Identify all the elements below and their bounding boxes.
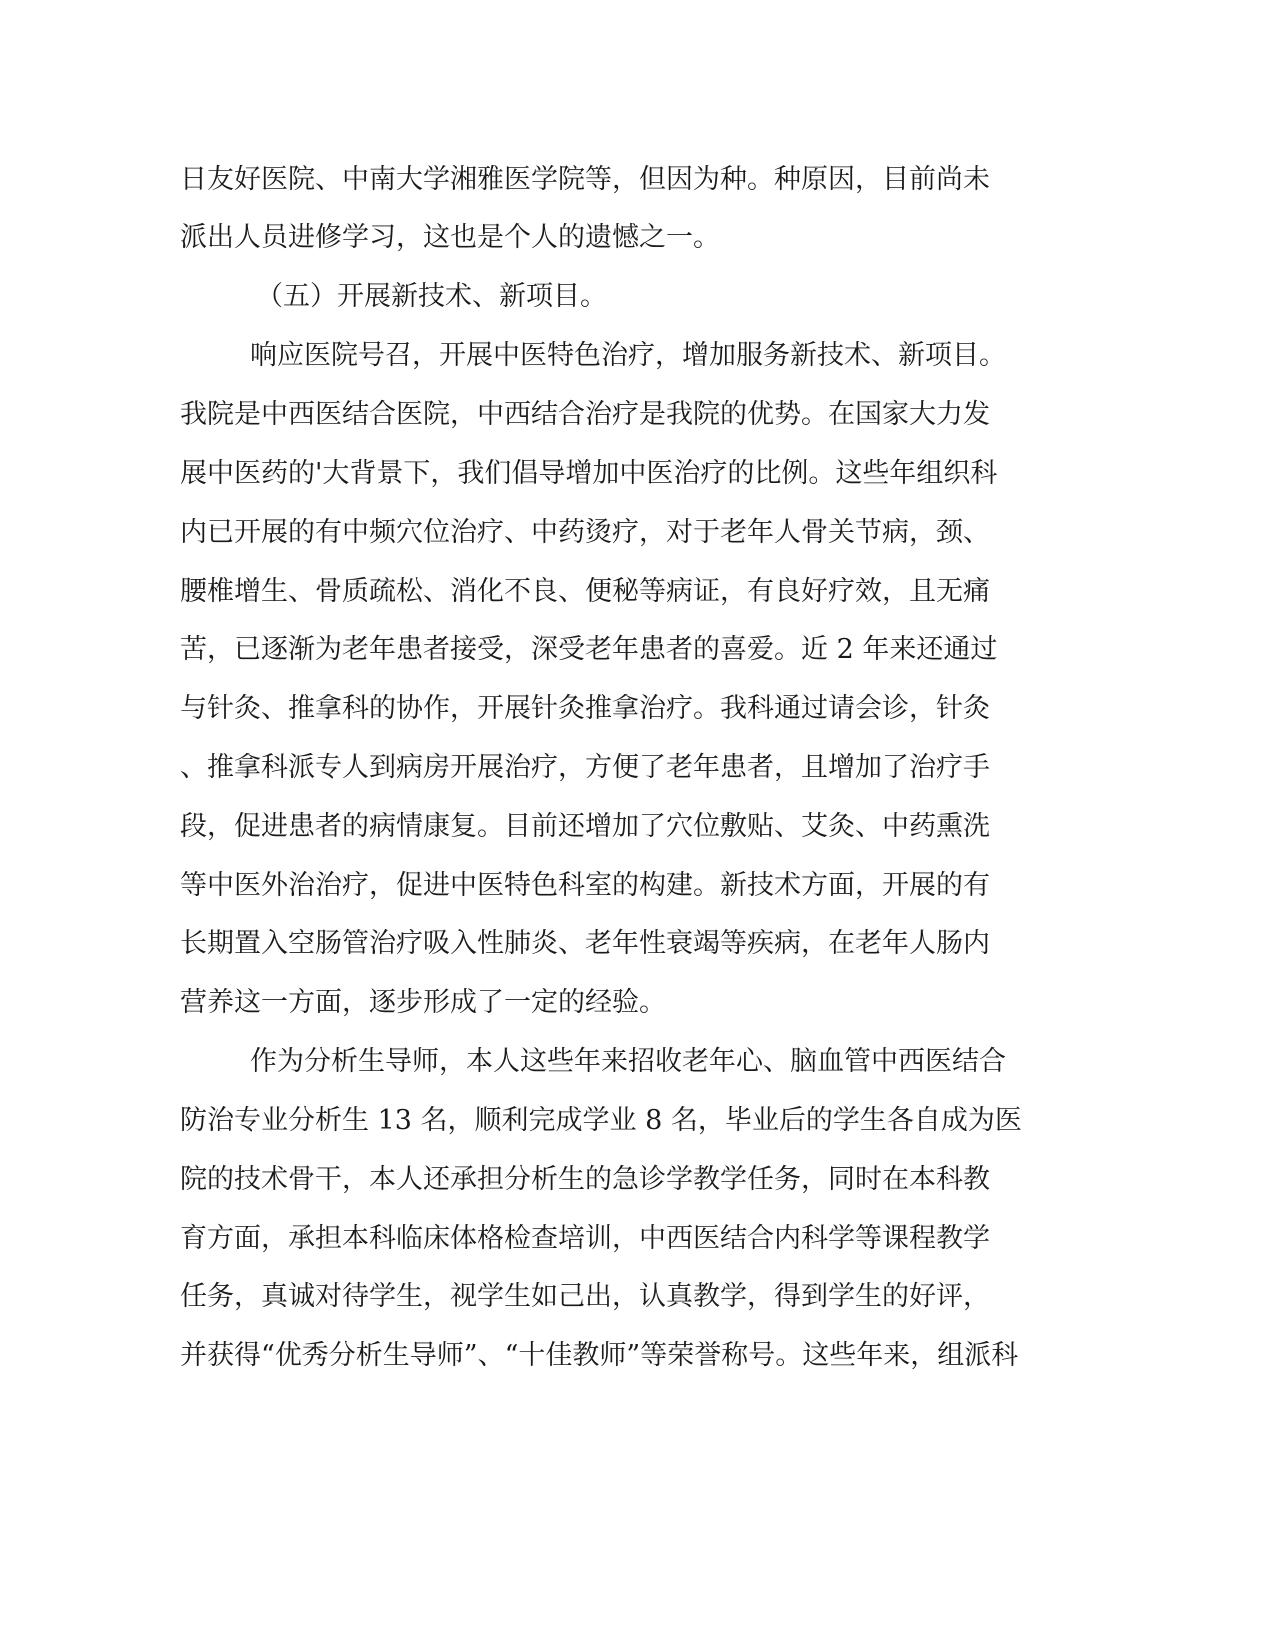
text-line: 腰椎增生、骨质疏松、消化不良、便秘等病证，有良好疗效，且无痛	[180, 576, 990, 607]
text-line: 并获得“优秀分析生导师”、“十佳教师”等荣誉称号。这些年来，组派科	[180, 1340, 1019, 1371]
text-line: 作为分析生导师，本人这些年来招收老年心、脑血管中西医结合	[250, 1046, 1006, 1077]
section-heading: （五）开展新技术、新项目。	[256, 281, 607, 312]
text-line: 日友好医院、中南大学湘雅医学院等，但因为种。种原因，目前尚未	[180, 164, 990, 195]
text-line: 苦，已逐渐为老年患者接受，深受老年患者的喜爱。近 2 年来还通过	[180, 634, 998, 665]
text-line: 内已开展的有中频穴位治疗、中药烫疗，对于老年人骨关节病，颈、	[180, 517, 990, 548]
text-line: 与针灸、推拿科的协作，开展针灸推拿治疗。我科通过请会诊，针灸	[180, 693, 990, 724]
text-line: 派出人员进修学习，这也是个人的遗憾之一。	[180, 222, 720, 253]
text-line: 响应医院号召，开展中医特色治疗，增加服务新技术、新项目。	[250, 340, 1006, 371]
text-line: 防治专业分析生 13 名，顺利完成学业 8 名，毕业后的学生各自成为医	[180, 1105, 1022, 1136]
text-line: 、推拿科派专人到病房开展治疗，方便了老年患者，且增加了治疗手	[180, 752, 990, 783]
text-line: 营养这一方面，逐步形成了一定的经验。	[180, 987, 666, 1018]
text-line: 任务，真诚对待学生，视学生如己出，认真教学，得到学生的好评，	[180, 1281, 990, 1312]
text-line: 展中医药的'大背景下，我们倡导增加中医治疗的比例。这些年组织科	[180, 458, 998, 489]
text-line: 院的技术骨干，本人还承担分析生的急诊学教学任务，同时在本科教	[180, 1164, 990, 1195]
text-line: 我院是中西医结合医院，中西结合治疗是我院的优势。在国家大力发	[180, 399, 990, 430]
text-line: 段，促进患者的病情康复。目前还增加了穴位敷贴、艾灸、中药熏洗	[180, 811, 990, 842]
text-line: 长期置入空肠管治疗吸入性肺炎、老年性衰竭等疾病，在老年人肠内	[180, 928, 990, 959]
text-line: 育方面，承担本科临床体格检查培训，中西医结合内科学等课程教学	[180, 1223, 990, 1254]
text-line: 等中医外治治疗，促进中医特色科室的构建。新技术方面，开展的有	[180, 870, 990, 901]
